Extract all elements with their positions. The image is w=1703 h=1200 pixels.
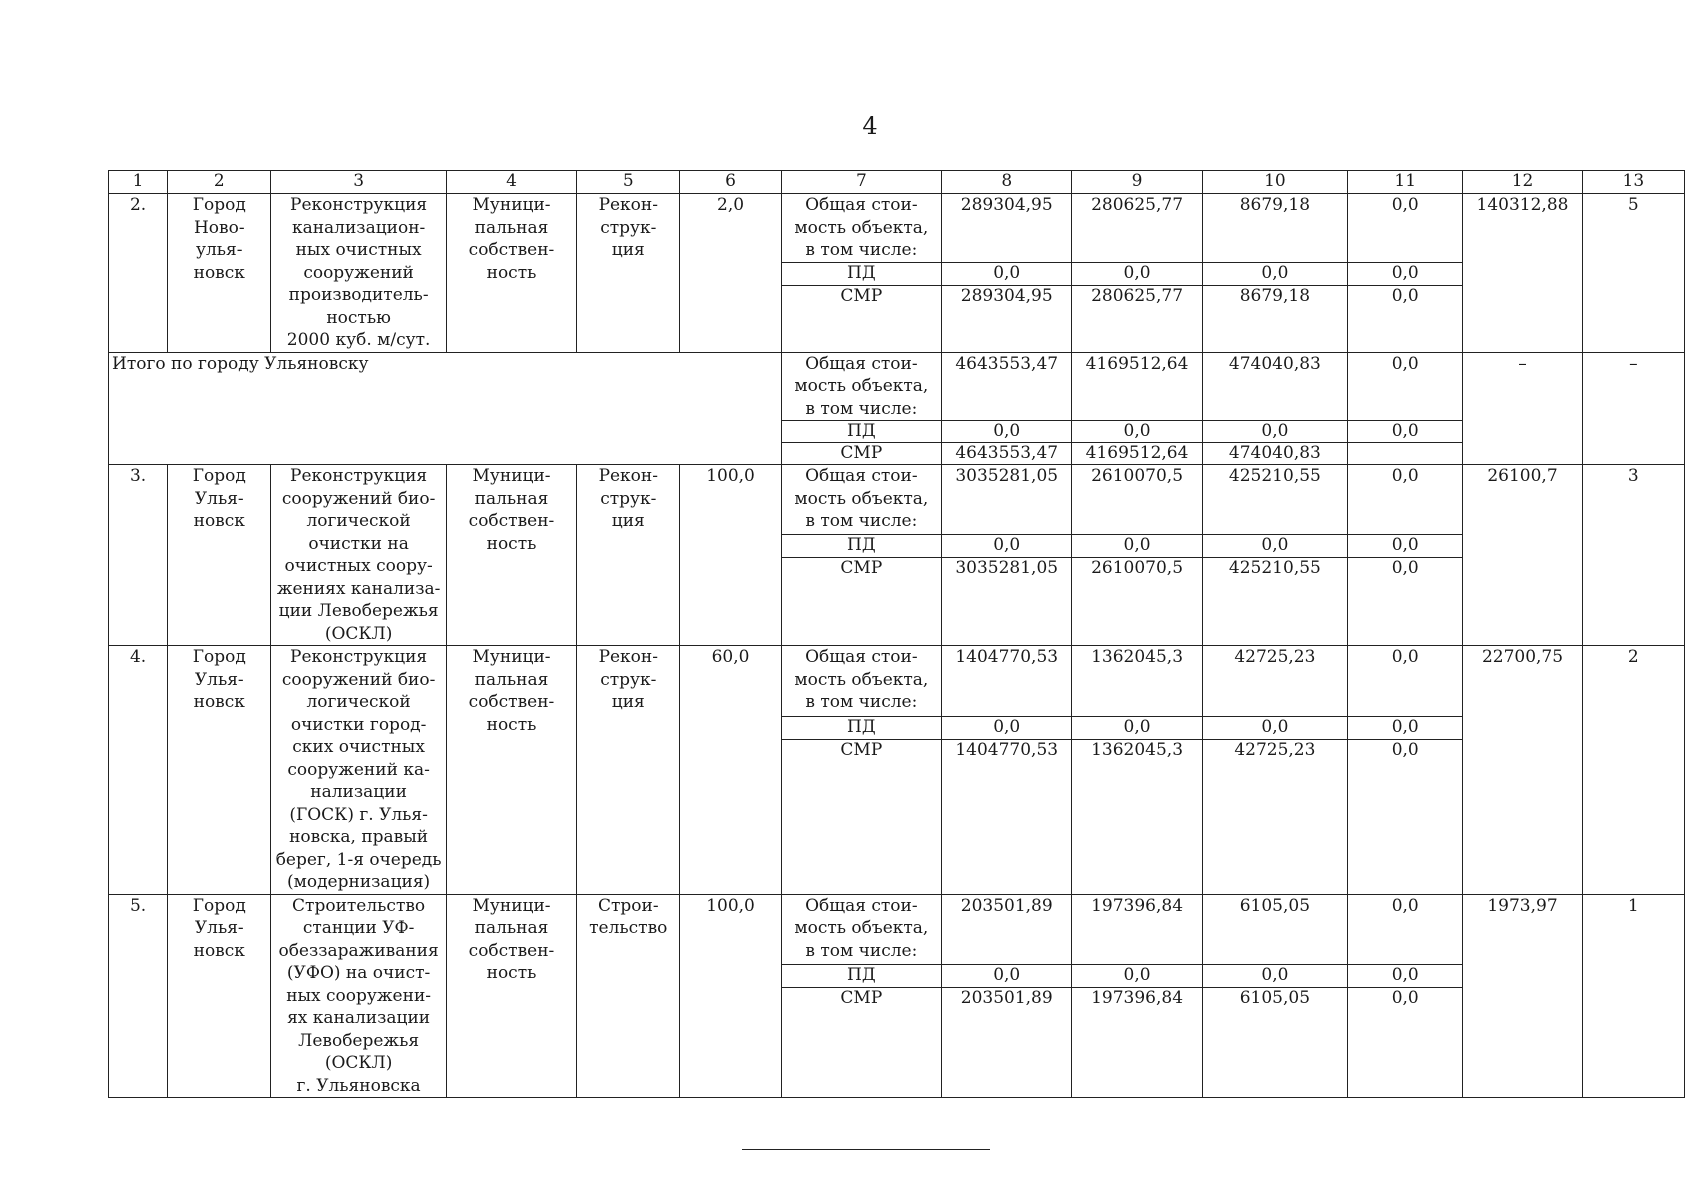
capacity-cell: 2,0 xyxy=(680,194,781,353)
pd-label: ПД xyxy=(781,965,941,988)
work-type-cell: Рекон- струк- ция xyxy=(577,194,680,353)
smr-value-col11: 0,0 xyxy=(1348,739,1463,894)
pd-label: ПД xyxy=(781,717,941,740)
col12-cell: 1973,97 xyxy=(1463,894,1582,1098)
smr-label: СМР xyxy=(781,739,941,894)
pd-value-col10: 0,0 xyxy=(1202,263,1347,285)
total-value-col10: 6105,05 xyxy=(1202,894,1347,965)
smr-value-col10: 8679,18 xyxy=(1202,285,1347,352)
column-header-2: 2 xyxy=(168,171,271,194)
pd-value-col11: 0,0 xyxy=(1348,717,1463,740)
smr-label: СМР xyxy=(781,285,941,352)
subtotal-smr-col11 xyxy=(1348,443,1463,465)
total-value-col10: 425210,55 xyxy=(1202,465,1347,535)
table-row xyxy=(109,465,1685,535)
ownership-cell: Муници- пальная собствен- ность xyxy=(446,646,576,895)
city-cell: Город Улья- новск xyxy=(168,894,271,1098)
pd-label: ПД xyxy=(781,263,941,285)
ownership-cell: Муници- пальная собствен- ность xyxy=(446,465,576,646)
row-number: 5. xyxy=(109,894,168,1098)
subtotal-row xyxy=(109,352,1685,421)
investment-table xyxy=(108,170,1685,1098)
pd-value-col10: 0,0 xyxy=(1202,535,1347,558)
column-header-10: 10 xyxy=(1202,171,1347,194)
subtotal-smr-col8: 4643553,47 xyxy=(942,443,1072,465)
smr-value-col10: 42725,23 xyxy=(1202,739,1347,894)
smr-value-col8: 289304,95 xyxy=(942,285,1072,352)
column-header-1: 1 xyxy=(109,171,168,194)
city-cell: Город Ново- улья- новск xyxy=(168,194,271,353)
col13-cell: 2 xyxy=(1582,646,1684,895)
pd-label: ПД xyxy=(781,421,941,443)
subtotal-col13: – xyxy=(1582,352,1684,465)
total-value-col11: 0,0 xyxy=(1348,646,1463,717)
object-name-cell: Реконструкция сооружений био- логической очистки город- ских очистных сооружений ка- нализации (ГОСК) г. Улья- новска, правый берег, 1-я очередь (модернизация) xyxy=(271,646,446,895)
total-value-col10: 8679,18 xyxy=(1202,194,1347,263)
smr-value-col11: 0,0 xyxy=(1348,285,1463,352)
object-name-cell: Реконструкция сооружений био- логической очистки на очистных соору- жениях канализа- ции Левобережья (ОСКЛ) xyxy=(271,465,446,646)
total-cost-label: Общая стои- мость объекта, в том числе: xyxy=(781,194,941,263)
smr-value-col11: 0,0 xyxy=(1348,987,1463,1097)
work-type-cell: Строи- тельство xyxy=(577,894,680,1098)
smr-label: СМР xyxy=(781,557,941,645)
subtotal-pd-col11: 0,0 xyxy=(1348,421,1463,443)
pd-value-col11: 0,0 xyxy=(1348,263,1463,285)
row-number: 3. xyxy=(109,465,168,646)
pd-value-col9: 0,0 xyxy=(1072,263,1202,285)
column-header-13: 13 xyxy=(1582,171,1684,194)
subtotal-total-col9: 4169512,64 xyxy=(1072,352,1202,421)
subtotal-total-col11: 0,0 xyxy=(1348,352,1463,421)
total-value-col11: 0,0 xyxy=(1348,194,1463,263)
subtotal-total-col10: 474040,83 xyxy=(1202,352,1347,421)
col13-cell: 3 xyxy=(1582,465,1684,646)
ownership-cell: Муници- пальная собствен- ность xyxy=(446,194,576,353)
bottom-rule xyxy=(742,1149,990,1150)
capacity-cell: 100,0 xyxy=(680,894,781,1098)
subtotal-smr-col10: 474040,83 xyxy=(1202,443,1347,465)
pd-value-col9: 0,0 xyxy=(1072,965,1202,988)
pd-value-col8: 0,0 xyxy=(942,965,1072,988)
column-header-4: 4 xyxy=(446,171,576,194)
column-header-11: 11 xyxy=(1348,171,1463,194)
smr-value-col9: 280625,77 xyxy=(1072,285,1202,352)
smr-value-col9: 2610070,5 xyxy=(1072,557,1202,645)
table-row xyxy=(109,646,1685,717)
column-header-12: 12 xyxy=(1463,171,1582,194)
smr-value-col8: 1404770,53 xyxy=(942,739,1072,894)
column-header-7: 7 xyxy=(781,171,941,194)
column-header-3: 3 xyxy=(271,171,446,194)
pd-value-col11: 0,0 xyxy=(1348,965,1463,988)
smr-value-col11: 0,0 xyxy=(1348,557,1463,645)
total-cost-label: Общая стои- мость объекта, в том числе: xyxy=(781,465,941,535)
pd-value-col10: 0,0 xyxy=(1202,965,1347,988)
pd-value-col8: 0,0 xyxy=(942,535,1072,558)
subtotal-label: Итого по городу Ульяновску xyxy=(109,352,782,465)
pd-label: ПД xyxy=(781,535,941,558)
subtotal-pd-col8: 0,0 xyxy=(942,421,1072,443)
smr-label: СМР xyxy=(781,443,941,465)
capacity-cell: 100,0 xyxy=(680,465,781,646)
smr-value-col9: 197396,84 xyxy=(1072,987,1202,1097)
smr-value-col10: 425210,55 xyxy=(1202,557,1347,645)
pd-value-col10: 0,0 xyxy=(1202,717,1347,740)
total-value-col8: 289304,95 xyxy=(942,194,1072,263)
smr-value-col9: 1362045,3 xyxy=(1072,739,1202,894)
pd-value-col8: 0,0 xyxy=(942,717,1072,740)
smr-value-col8: 3035281,05 xyxy=(942,557,1072,645)
total-value-col10: 42725,23 xyxy=(1202,646,1347,717)
city-cell: Город Улья- новск xyxy=(168,465,271,646)
pd-value-col11: 0,0 xyxy=(1348,535,1463,558)
subtotal-smr-col9: 4169512,64 xyxy=(1072,443,1202,465)
total-cost-label: Общая стои- мость объекта, в том числе: xyxy=(781,352,941,421)
row-number: 2. xyxy=(109,194,168,353)
ownership-cell: Муници- пальная собствен- ность xyxy=(446,894,576,1098)
subtotal-total-col8: 4643553,47 xyxy=(942,352,1072,421)
total-cost-label: Общая стои- мость объекта, в том числе: xyxy=(781,646,941,717)
subtotal-pd-col10: 0,0 xyxy=(1202,421,1347,443)
pd-value-col9: 0,0 xyxy=(1072,535,1202,558)
row-number: 4. xyxy=(109,646,168,895)
total-value-col9: 1362045,3 xyxy=(1072,646,1202,717)
smr-value-col10: 6105,05 xyxy=(1202,987,1347,1097)
pd-value-col9: 0,0 xyxy=(1072,717,1202,740)
work-type-cell: Рекон- струк- ция xyxy=(577,646,680,895)
col12-cell: 140312,88 xyxy=(1463,194,1582,353)
column-header-9: 9 xyxy=(1072,171,1202,194)
col12-cell: 26100,7 xyxy=(1463,465,1582,646)
object-name-cell: Реконструкция канализацион- ных очистных сооружений производитель- ностью 2000 куб. м/сут. xyxy=(271,194,446,353)
total-value-col8: 3035281,05 xyxy=(942,465,1072,535)
total-value-col9: 2610070,5 xyxy=(1072,465,1202,535)
subtotal-pd-col9: 0,0 xyxy=(1072,421,1202,443)
column-header-8: 8 xyxy=(942,171,1072,194)
table-row xyxy=(109,194,1685,263)
total-value-col8: 203501,89 xyxy=(942,894,1072,965)
table-row xyxy=(109,894,1685,965)
col13-cell: 1 xyxy=(1582,894,1684,1098)
col12-cell: 22700,75 xyxy=(1463,646,1582,895)
total-value-col11: 0,0 xyxy=(1348,894,1463,965)
column-header-6: 6 xyxy=(680,171,781,194)
pd-value-col8: 0,0 xyxy=(942,263,1072,285)
total-value-col9: 280625,77 xyxy=(1072,194,1202,263)
page-number: 4 xyxy=(862,112,878,140)
total-value-col8: 1404770,53 xyxy=(942,646,1072,717)
column-header-5: 5 xyxy=(577,171,680,194)
work-type-cell: Рекон- струк- ция xyxy=(577,465,680,646)
col13-cell: 5 xyxy=(1582,194,1684,353)
object-name-cell: Строительство станции УФ- обеззараживания (УФО) на очист- ных сооружени- ях канализации Левобережья (ОСКЛ) г. Ульяновска xyxy=(271,894,446,1098)
smr-label: СМР xyxy=(781,987,941,1097)
total-value-col11: 0,0 xyxy=(1348,465,1463,535)
total-value-col9: 197396,84 xyxy=(1072,894,1202,965)
city-cell: Город Улья- новск xyxy=(168,646,271,895)
total-cost-label: Общая стои- мость объекта, в том числе: xyxy=(781,894,941,965)
column-number-row xyxy=(109,171,1685,194)
smr-value-col8: 203501,89 xyxy=(942,987,1072,1097)
subtotal-col12: – xyxy=(1463,352,1582,465)
capacity-cell: 60,0 xyxy=(680,646,781,895)
